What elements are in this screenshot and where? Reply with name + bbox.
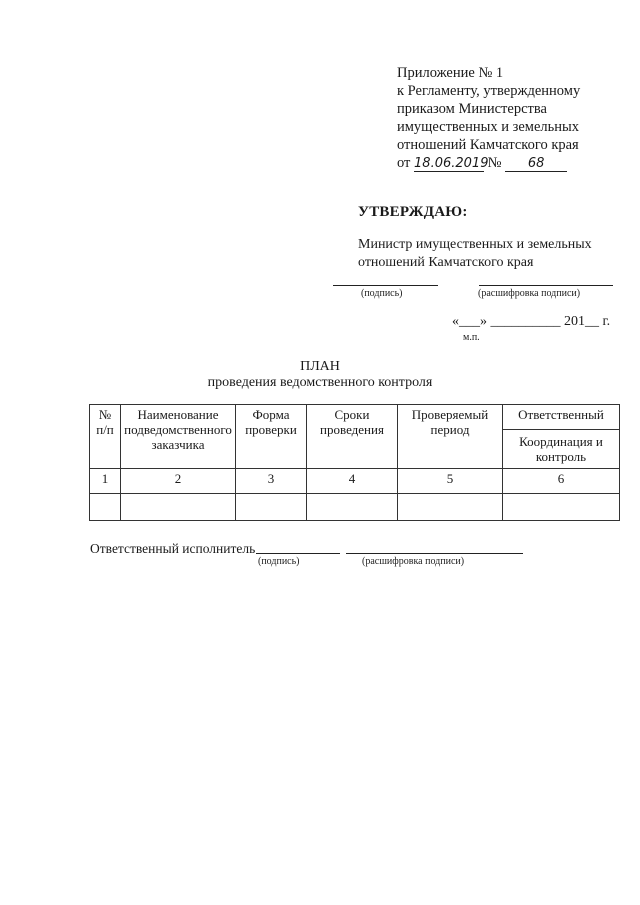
- appendix-line: приказом Министерства: [397, 101, 547, 117]
- table-cell: 5: [398, 469, 503, 494]
- table-cell: 6: [503, 469, 620, 494]
- date-prefix: от: [397, 155, 411, 171]
- approver-position-line: отношений Камчатского края: [358, 255, 534, 270]
- signature-line: [333, 285, 438, 286]
- header-terms: Сроки проведения: [307, 405, 398, 469]
- signature-caption: (подпись): [361, 288, 403, 299]
- table-cell: [503, 494, 620, 521]
- footer-signature-line: [256, 553, 340, 554]
- table-cell: [307, 494, 398, 521]
- responsible-executor-label: Ответственный исполнитель: [90, 541, 256, 556]
- approval-heading: УТВЕРЖДАЮ:: [358, 204, 468, 220]
- table-cell: 4: [307, 469, 398, 494]
- stamp-caption: м.п.: [463, 332, 480, 343]
- footer-signature-caption: (подпись): [258, 556, 300, 567]
- plan-title: ПЛАН: [300, 359, 340, 374]
- table-cell: [398, 494, 503, 521]
- footer-decoding-caption: (расшифровка подписи): [362, 556, 465, 567]
- appendix-header: [397, 64, 580, 172]
- header-responsible: Ответственный: [503, 405, 620, 430]
- appendix-line: Приложение № 1: [397, 65, 504, 81]
- approval-date: «___» __________ 201__ г.: [452, 314, 611, 329]
- header-period: Проверяемый период: [398, 405, 503, 469]
- handwritten-number: 68: [505, 156, 567, 172]
- table-row: [90, 494, 620, 521]
- table-cell: [236, 494, 307, 521]
- table-row: [90, 469, 620, 494]
- signature-decoding-caption: (расшифровка подписи): [478, 288, 581, 299]
- table-header-row: [90, 405, 620, 430]
- approver-position: [358, 236, 592, 272]
- appendix-line: имущественных и земельных: [397, 119, 580, 135]
- header-name: Наименование подведомственного заказчика: [121, 405, 236, 469]
- signature-decoding-line: [479, 285, 613, 286]
- table-cell: [121, 494, 236, 521]
- plan-subtitle: проведения ведомственного контроля: [207, 375, 433, 390]
- footer-decoding-line: [346, 553, 523, 554]
- approver-position-line: Министр имущественных и земельных: [358, 237, 592, 252]
- table-cell: 3: [236, 469, 307, 494]
- appendix-line: к Регламенту, утвержденному: [397, 83, 581, 99]
- header-form: Форма проверки: [236, 405, 307, 469]
- appendix-date-row: [397, 154, 580, 172]
- table-cell: [90, 494, 121, 521]
- table-cell: 2: [121, 469, 236, 494]
- header-num: № п/п: [90, 405, 121, 469]
- appendix-line: отношений Камчатского края: [397, 137, 579, 153]
- handwritten-date: 18.06.2019: [414, 156, 489, 171]
- table-cell: 1: [90, 469, 121, 494]
- number-prefix: №: [487, 155, 502, 171]
- header-coordination: Координация и контроль: [503, 430, 620, 469]
- plan-table: [89, 404, 620, 521]
